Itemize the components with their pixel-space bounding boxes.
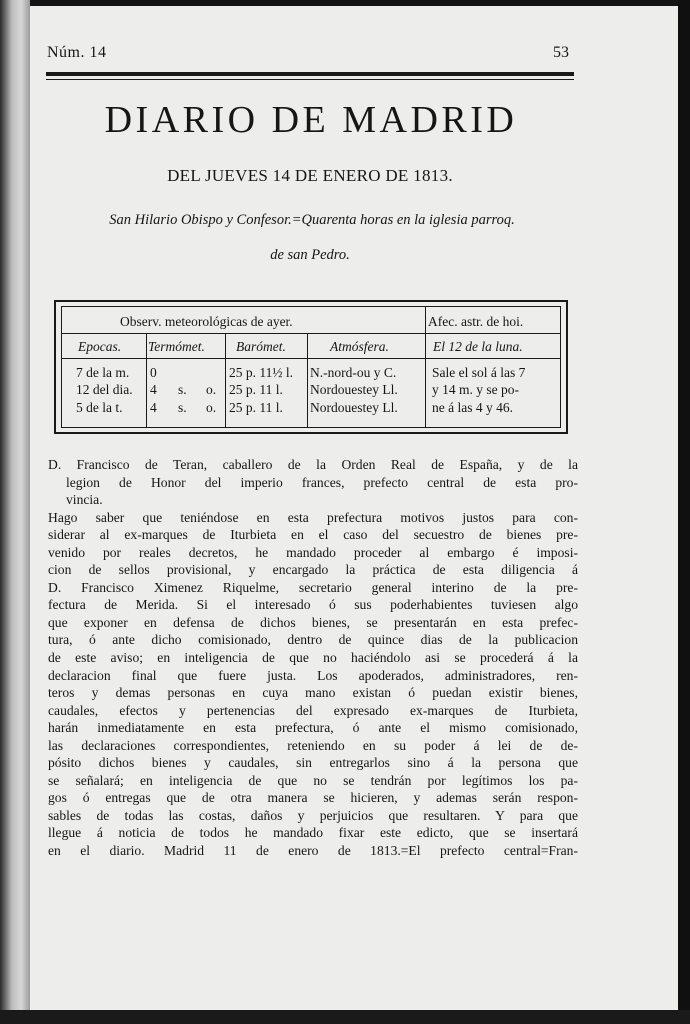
col-header-epocas: Epocas.: [78, 339, 122, 354]
row2-epoca: 12 del dia.: [76, 382, 133, 397]
article-line: las declaraciones correspondientes, reteniendo en su poder á lei de de-: [48, 737, 578, 753]
article-line: gos ó entregas que de otra manera se hicieren, y ademas serán respon-: [48, 790, 578, 806]
article-line: venido por reales decretos, he mandado proceder al embargo é imposi-: [48, 544, 578, 560]
article-line: Hago saber que teniéndose en esta prefectura motivos justos para con-: [48, 509, 578, 525]
article-line: vincia.: [66, 492, 103, 508]
table-section-observ: Observ. meteorológicas de ayer.: [120, 314, 293, 329]
header-rule-thin: [46, 79, 574, 80]
scan-edge-bottom: [0, 1010, 690, 1024]
masthead-title: DIARIO DE MADRID: [104, 99, 518, 141]
row1-atmos: N.-nord-ou y C.: [310, 365, 397, 380]
col-header-luna: El 12 de la luna.: [433, 339, 523, 354]
row3-epoca: 5 de la t.: [76, 400, 123, 415]
article-line: caudales, efectos y pertenencias del expresado ex-marques de Iturbieta,: [48, 702, 578, 718]
row1-term-a: 0: [150, 365, 157, 380]
article-line: que exponer en defensa de dichos bienes, se presentarán en esta prefec-: [48, 614, 578, 630]
row1-epoca: 7 de la m.: [76, 365, 130, 380]
article-line: legion de Honor del imperio frances, prefecto central de esta pro-: [66, 474, 578, 490]
issue-number: Núm. 14: [47, 44, 107, 61]
article-line: pósito dichos bienes y caudales, sin entregarlos sino á la persona que: [48, 755, 578, 771]
table-divider-3: [307, 334, 308, 427]
col-header-atmosfera: Atmósfera.: [330, 339, 389, 354]
row1-luna: Sale el sol á las 7: [432, 365, 526, 380]
article-line: declaracion final que fuere justa. Los apoderados, administradores, ren-: [48, 667, 578, 683]
scan-edge-right: [678, 0, 690, 1024]
article-line: D. Francisco de Teran, caballero de la Orden Real de España, y de la: [48, 457, 578, 472]
row2-luna: y 14 m. y se po-: [432, 382, 519, 397]
date-line: DEL JUEVES 14 DE ENERO DE 1813.: [167, 166, 453, 185]
row3-term-b: s.: [178, 400, 187, 415]
saint-line: San Hilario Obispo y Confesor.=Quarenta horas en la iglesia parroq.: [109, 212, 515, 228]
article-line: cion de sellos provisional, y encargado la práctica de esta diligencia á: [48, 562, 578, 578]
table-divider-2: [225, 334, 226, 427]
row2-atmos: Nordouestey Ll.: [310, 382, 398, 397]
article-line: tura, ó ante dicho comisionado, dentro de quince dias de la publicacion: [48, 632, 578, 648]
saint-line-continued: de san Pedro.: [270, 247, 350, 263]
row2-term-c: o.: [206, 382, 217, 397]
row1-barom: 25 p. 11½ l.: [229, 365, 293, 380]
col-header-termomet: Termómet.: [148, 339, 205, 354]
article-line: siderar al ex-marques de Iturbieta en el caso del secuestro de bienes pre-: [48, 527, 578, 543]
row2-term-b: s.: [178, 382, 187, 397]
article-body: [48, 456, 578, 860]
row3-term-a: 4: [150, 400, 157, 415]
article-line: teros y demas personas en cuya mano existan ó puedan existir bienes,: [48, 685, 578, 701]
table-divider-main: [425, 307, 426, 427]
row3-luna: ne á las 4 y 46.: [432, 400, 513, 415]
table-section-afec: Afec. astr. de hoi.: [428, 314, 524, 329]
article-line: sables de todas las costas, daños y perjuicios que resultaren. Y para que: [48, 807, 578, 823]
row2-barom: 25 p. 11 l.: [229, 382, 283, 397]
table-rule-header: [62, 358, 560, 359]
row3-barom: 25 p. 11 l.: [229, 400, 283, 415]
row3-atmos: Nordouestey Ll.: [310, 400, 398, 415]
row2-term-a: 4: [150, 382, 157, 397]
header-rule-thick: [46, 72, 574, 76]
row3-term-c: o.: [206, 400, 217, 415]
article-line: llegue á noticia de todos he mandado fixar este edicto, que se insertará: [48, 825, 578, 841]
article-line: D. Francisco Ximenez Riquelme, secretario general interino de la pre-: [48, 579, 578, 595]
article-line: de este aviso; en inteligencia de que no haciéndolo asi se procederá á la: [48, 650, 578, 666]
table-divider-1: [146, 334, 147, 427]
table-rule-top: [62, 333, 560, 334]
article-line: se señalará; en inteligencia de que no se tendrán por legítimos los pa-: [48, 772, 578, 788]
article-line: fectura de Merida. Si el interesado ó sus poderhabientes tuviesen algo: [48, 597, 578, 613]
book-spine: [0, 0, 30, 1024]
page-number: 53: [553, 44, 569, 61]
col-header-baromet: Barómet.: [236, 339, 286, 354]
article-line: harán inmediatamente en esta prefectura, ó ante el mismo comisionado,: [48, 720, 578, 736]
article-line: en el diario. Madrid 11 de enero de 1813.=El prefecto central=Fran-: [48, 843, 578, 859]
